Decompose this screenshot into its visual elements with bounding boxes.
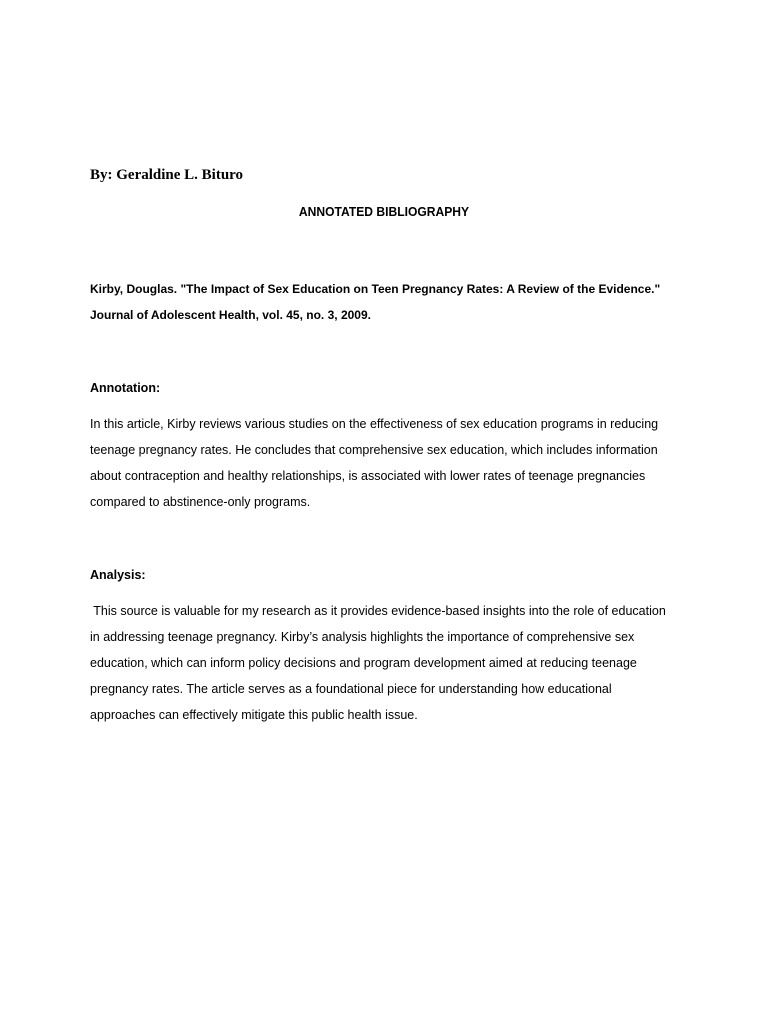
annotation-heading: Annotation: bbox=[90, 381, 161, 395]
annotation-line: In this article, Kirby reviews various studies on the effectiveness of sex education programs in reducing bbox=[90, 417, 659, 431]
author-line: By: Geraldine L. Bituro bbox=[90, 167, 244, 183]
annotation-line: teenage pregnancy rates. He concludes that comprehensive sex education, which includes information bbox=[90, 443, 658, 457]
analysis-heading: Analysis: bbox=[90, 568, 146, 582]
analysis-line: education, which can inform policy decisions and program development aimed at reducing teenage bbox=[90, 656, 637, 670]
annotation-line: about contraception and healthy relationships, is associated with lower rates of teenage pregnancies bbox=[90, 469, 646, 483]
analysis-line: in addressing teenage pregnancy. Kirby’s analysis highlights the importance of comprehensive sex bbox=[90, 630, 635, 644]
document-title: ANNOTATED BIBLIOGRAPHY bbox=[298, 204, 470, 219]
annotation-paragraph bbox=[90, 411, 690, 515]
analysis-line: This source is valuable for my research as it provides evidence-based insights into the role of education bbox=[90, 604, 666, 618]
annotation-line: compared to abstinence-only programs. bbox=[90, 495, 311, 509]
analysis-line: approaches can effectively mitigate this public health issue. bbox=[90, 708, 418, 722]
citation bbox=[90, 276, 690, 328]
citation-line: Kirby, Douglas. "The Impact of Sex Education on Teen Pregnancy Rates: A Review of the Evidence." bbox=[90, 282, 661, 296]
analysis-paragraph bbox=[90, 598, 690, 728]
citation-line: Journal of Adolescent Health, vol. 45, no. 3, 2009. bbox=[90, 308, 371, 322]
analysis-line: pregnancy rates. The article serves as a foundational piece for understanding how educational bbox=[90, 682, 612, 696]
